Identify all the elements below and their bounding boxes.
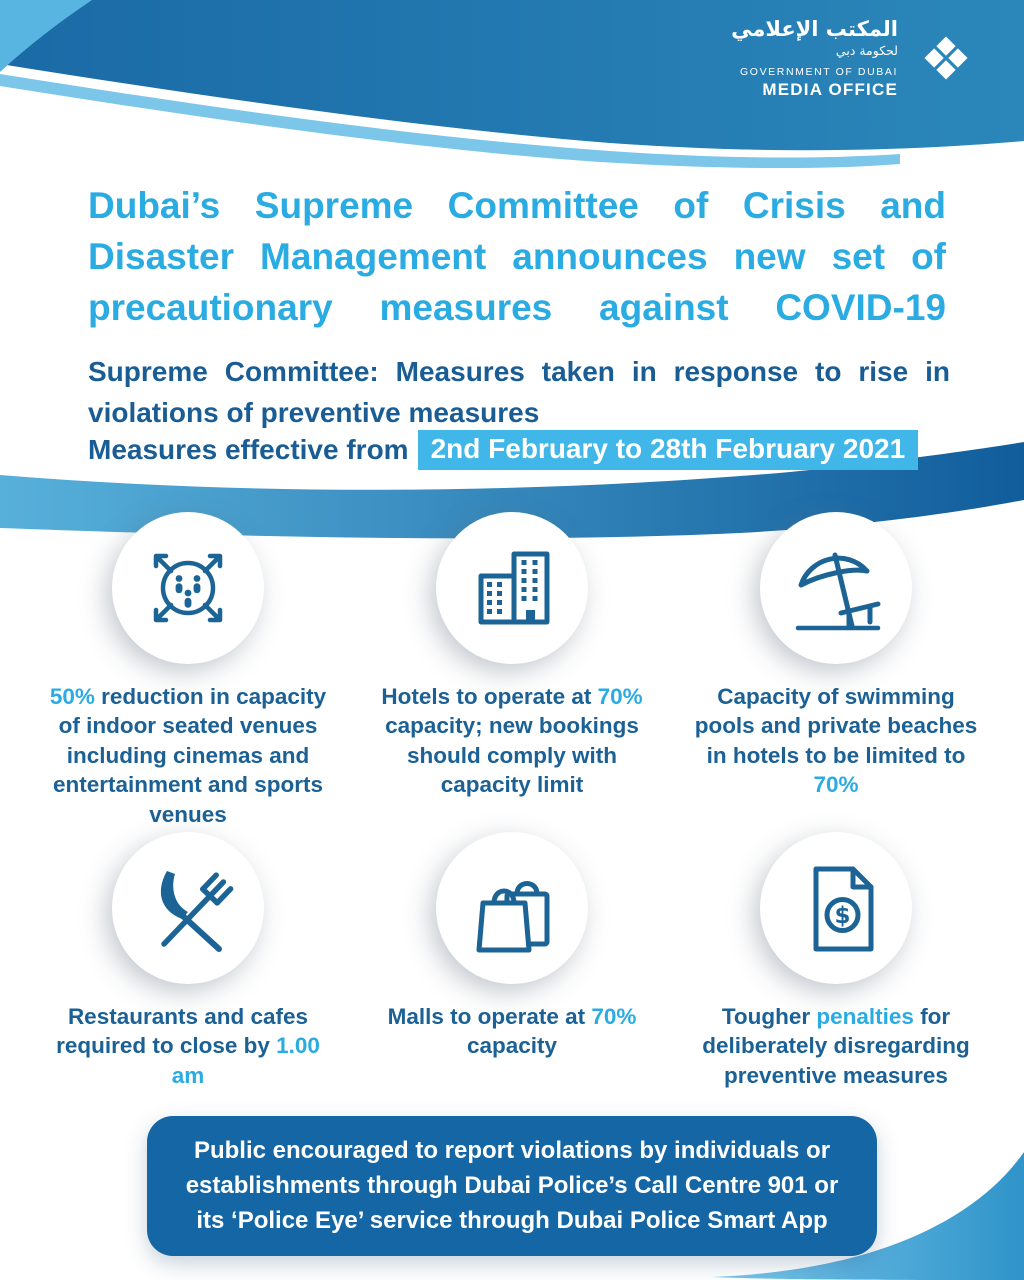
measure-card-restaurants — [26, 832, 350, 1090]
hotel-buildings-icon — [462, 538, 562, 638]
measure-card-penalties — [674, 832, 998, 1090]
footer-report-box — [147, 1116, 877, 1256]
footer-line-3: its ‘Police Eye’ service through Dubai Police Smart App — [196, 1206, 828, 1234]
icon-circle — [112, 512, 264, 664]
effective-dates-prefix: Measures effective from — [88, 434, 409, 465]
shopping-bags-icon — [462, 858, 562, 958]
measure-text: 50% reduction in capacity of indoor seated venues including cinemas and entertainment and sports venues — [49, 684, 327, 827]
measure-text: Malls to operate at 70% capacity — [387, 1004, 637, 1059]
logo-government-line: GOVERNMENT OF DUBAI — [740, 66, 898, 78]
icon-circle — [760, 512, 912, 664]
footer-line-1: Public encouraged to report violations by individuals or — [193, 1137, 831, 1164]
icon-circle — [760, 832, 912, 984]
svg-text:$: $ — [834, 903, 851, 929]
icon-circle — [112, 832, 264, 984]
effective-dates-line — [88, 430, 918, 470]
crowd-capacity-icon — [138, 538, 238, 638]
measures-row-2 — [0, 832, 1024, 1090]
logo-arabic-title: المكتب الإعلامي — [731, 17, 898, 41]
measure-card-hotels — [350, 512, 674, 829]
knife-fork-icon — [138, 858, 238, 958]
measure-card-malls — [350, 832, 674, 1090]
media-office-logo — [731, 16, 978, 100]
dubai-diamond-icon — [914, 26, 978, 90]
poster-subtitle: Supreme Committee: Measures taken in response to rise in violations of preventive measures — [88, 356, 950, 428]
measure-text: Restaurants and cafes required to close by 1.00 am — [56, 1004, 320, 1088]
logo-media-office-line: MEDIA OFFICE — [762, 80, 898, 99]
measure-text: Hotels to operate at 70% capacity; new bookings should comply with capacity limit — [381, 684, 643, 798]
measure-text: Tougher penalties for deliberately disregarding preventive measures — [702, 1004, 970, 1088]
icon-circle — [436, 512, 588, 664]
poster-title: Dubai’s Supreme Committee of Crisis and Disaster Management announces new set of precautionary measures against COVID-19 — [88, 185, 946, 329]
measure-text: Capacity of swimming pools and private beaches in hotels to be limited to 70% — [694, 684, 978, 798]
measures-row-1 — [0, 512, 1024, 829]
penalty-document-icon — [786, 858, 886, 958]
beach-umbrella-icon — [786, 538, 886, 638]
measure-card-capacity — [26, 512, 350, 829]
logo-arabic-subtitle: لحكومة دبي — [835, 43, 898, 59]
icon-circle — [436, 832, 588, 984]
effective-dates-highlight: 2nd February to 28th February 2021 — [418, 430, 919, 470]
footer-line-2: establishments through Dubai Police’s Call Centre 901 or — [185, 1171, 839, 1199]
measure-card-pools-beaches — [674, 512, 998, 829]
